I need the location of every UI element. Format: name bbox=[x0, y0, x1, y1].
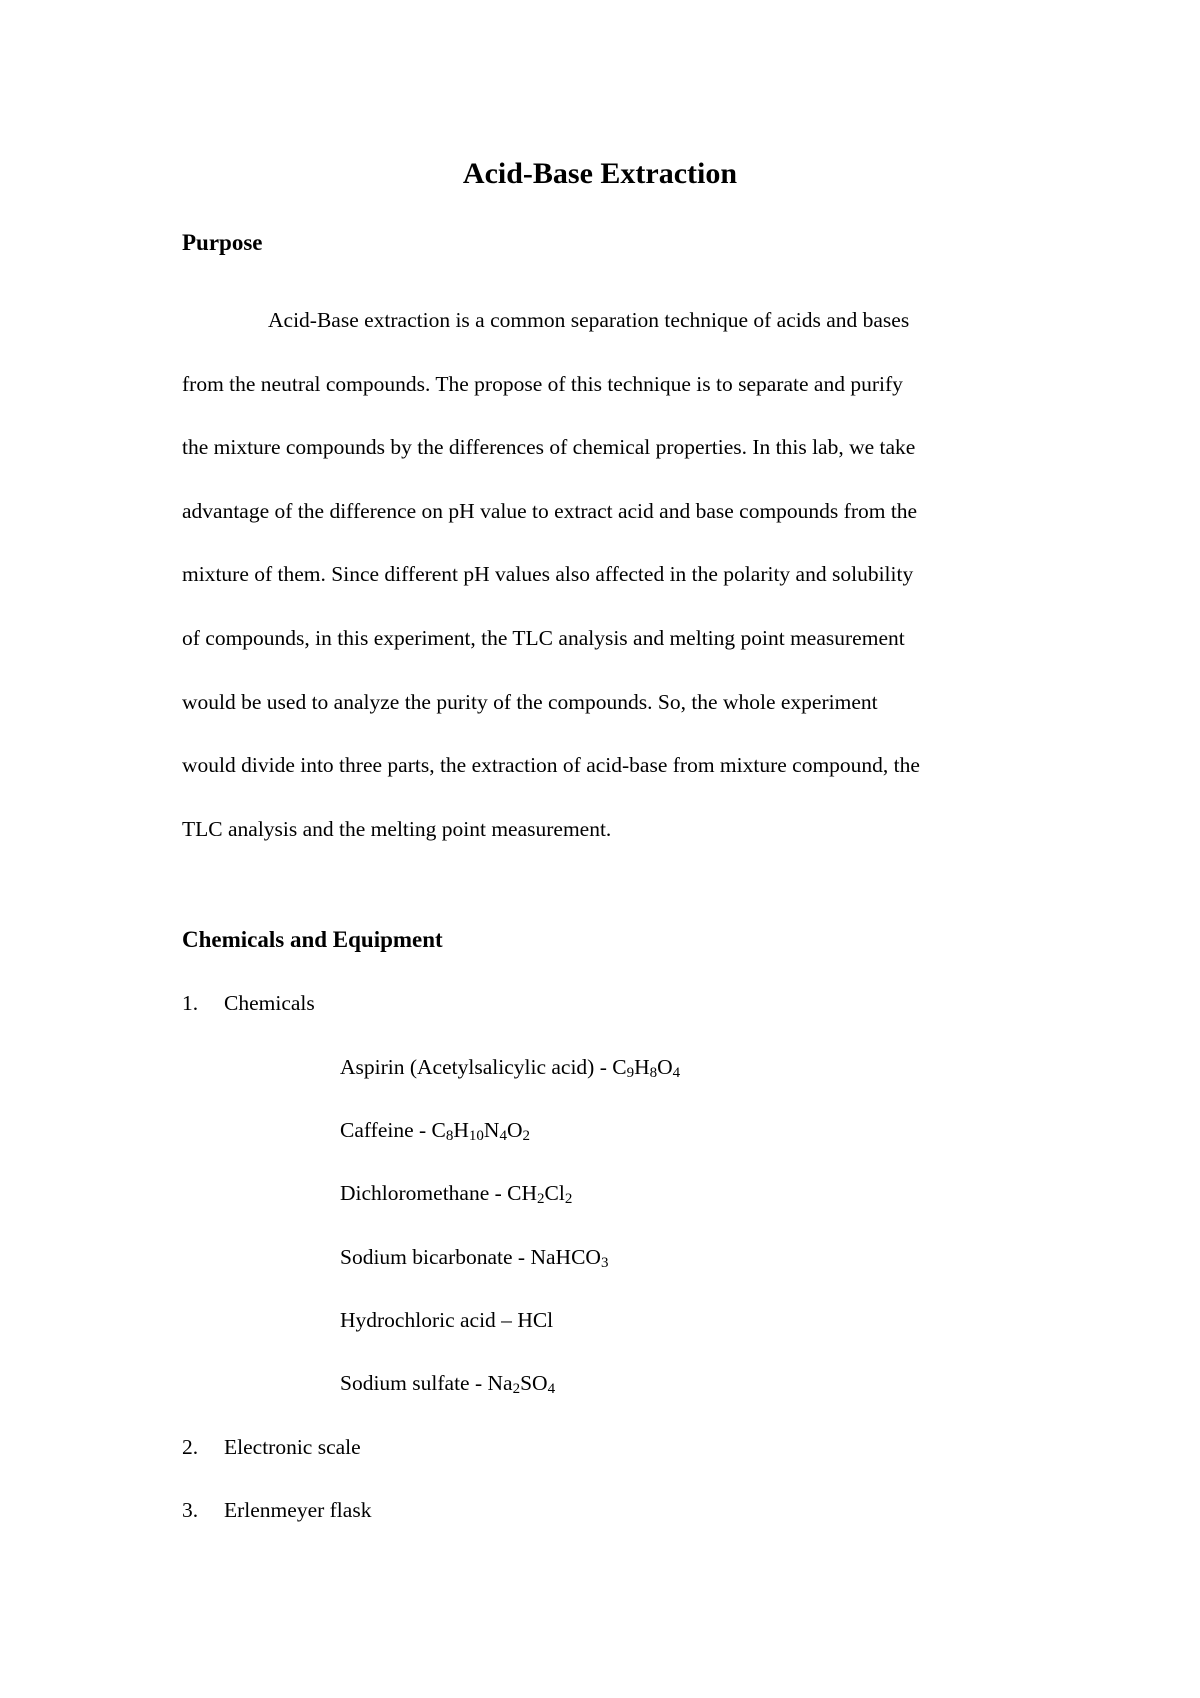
chemical-item bbox=[340, 1052, 680, 1082]
formula-subscript: 2 bbox=[564, 1191, 573, 1207]
formula-text: H bbox=[453, 1118, 469, 1142]
formula-subscript: 2 bbox=[512, 1381, 521, 1397]
chemical-item bbox=[340, 1242, 608, 1272]
chemical-formula bbox=[488, 1371, 556, 1395]
chemical-item bbox=[340, 1178, 572, 1208]
chemical-item bbox=[340, 1368, 555, 1398]
chemical-formula bbox=[530, 1245, 608, 1269]
list-item bbox=[182, 1432, 361, 1462]
formula-text: SO bbox=[520, 1371, 548, 1395]
list-item bbox=[182, 988, 315, 1018]
paragraph-line: of compounds, in this experiment, the TLC analysis and melting point measurement bbox=[182, 625, 905, 650]
paragraph-line: Acid-Base extraction is a common separation technique of acids and bases bbox=[268, 308, 910, 332]
paragraph-line: the mixture compounds by the differences of chemical properties. In this lab, we take bbox=[182, 435, 916, 460]
formula-text: C bbox=[431, 1118, 446, 1142]
formula-text: O bbox=[657, 1055, 673, 1079]
page-title: Acid-Base Extraction bbox=[462, 157, 738, 190]
formula-subscript: 10 bbox=[468, 1128, 484, 1144]
list-label: Electronic scale bbox=[224, 1435, 361, 1459]
formula-text: CH bbox=[507, 1181, 538, 1205]
chemical-name: Hydrochloric acid – bbox=[340, 1308, 518, 1332]
purpose-heading: Purpose bbox=[182, 230, 263, 255]
chemical-name: Sodium sulfate - bbox=[340, 1371, 488, 1395]
paragraph-line: advantage of the difference on pH value to extract acid and base compounds from the bbox=[182, 498, 918, 523]
paragraph-line: mixture of them. Since different pH values also affected in the polarity and solubility bbox=[182, 562, 914, 587]
formula-text: NaHCO bbox=[530, 1245, 601, 1269]
formula-text: H bbox=[634, 1055, 650, 1079]
list-label: Erlenmeyer flask bbox=[224, 1498, 372, 1522]
formula-text: C bbox=[612, 1055, 627, 1079]
formula-subscript: 4 bbox=[672, 1065, 681, 1081]
chemical-name: Caffeine - bbox=[340, 1118, 432, 1142]
chemical-formula bbox=[507, 1181, 572, 1205]
formula-subscript: 4 bbox=[547, 1381, 556, 1397]
list-label: Chemicals bbox=[224, 991, 315, 1015]
chemical-formula bbox=[517, 1308, 553, 1332]
chemical-name: Sodium bicarbonate - bbox=[340, 1245, 531, 1269]
formula-subscript: 9 bbox=[626, 1065, 635, 1081]
paragraph-line: would divide into three parts, the extraction of acid-base from mixture compound, the bbox=[182, 753, 920, 778]
chemical-formula bbox=[432, 1118, 530, 1142]
formula-text: O bbox=[506, 1118, 523, 1142]
formula-subscript: 2 bbox=[537, 1191, 545, 1207]
list-number: 2. bbox=[182, 1435, 199, 1459]
chemical-item bbox=[340, 1115, 530, 1145]
formula-text: Na bbox=[487, 1371, 513, 1395]
formula-subscript: 4 bbox=[499, 1128, 507, 1144]
chemical-name: Dichloromethane - bbox=[340, 1181, 508, 1205]
formula-subscript: 2 bbox=[522, 1128, 530, 1144]
formula-subscript: 8 bbox=[649, 1065, 658, 1081]
formula-subscript: 3 bbox=[600, 1255, 609, 1271]
paragraph-line: from the neutral compounds. The propose of this technique is to separate and purify bbox=[182, 371, 903, 396]
paragraph-line: TLC analysis and the melting point measurement. bbox=[182, 816, 612, 841]
list-item bbox=[182, 1495, 371, 1525]
list-number: 3. bbox=[182, 1498, 199, 1522]
formula-text: N bbox=[483, 1118, 500, 1142]
equipment-heading: Chemicals and Equipment bbox=[182, 927, 443, 952]
paragraph-line: would be used to analyze the purity of the compounds. So, the whole experiment bbox=[182, 689, 878, 714]
chemical-item bbox=[340, 1305, 553, 1335]
list-number: 1. bbox=[182, 991, 199, 1015]
formula-text: Cl bbox=[544, 1181, 565, 1205]
chemical-name: Aspirin (Acetylsalicylic acid) - bbox=[340, 1055, 613, 1079]
purpose-paragraph bbox=[182, 289, 1042, 861]
formula-text: HCl bbox=[517, 1308, 554, 1332]
formula-subscript: 8 bbox=[445, 1128, 454, 1144]
chemical-formula bbox=[612, 1055, 680, 1079]
